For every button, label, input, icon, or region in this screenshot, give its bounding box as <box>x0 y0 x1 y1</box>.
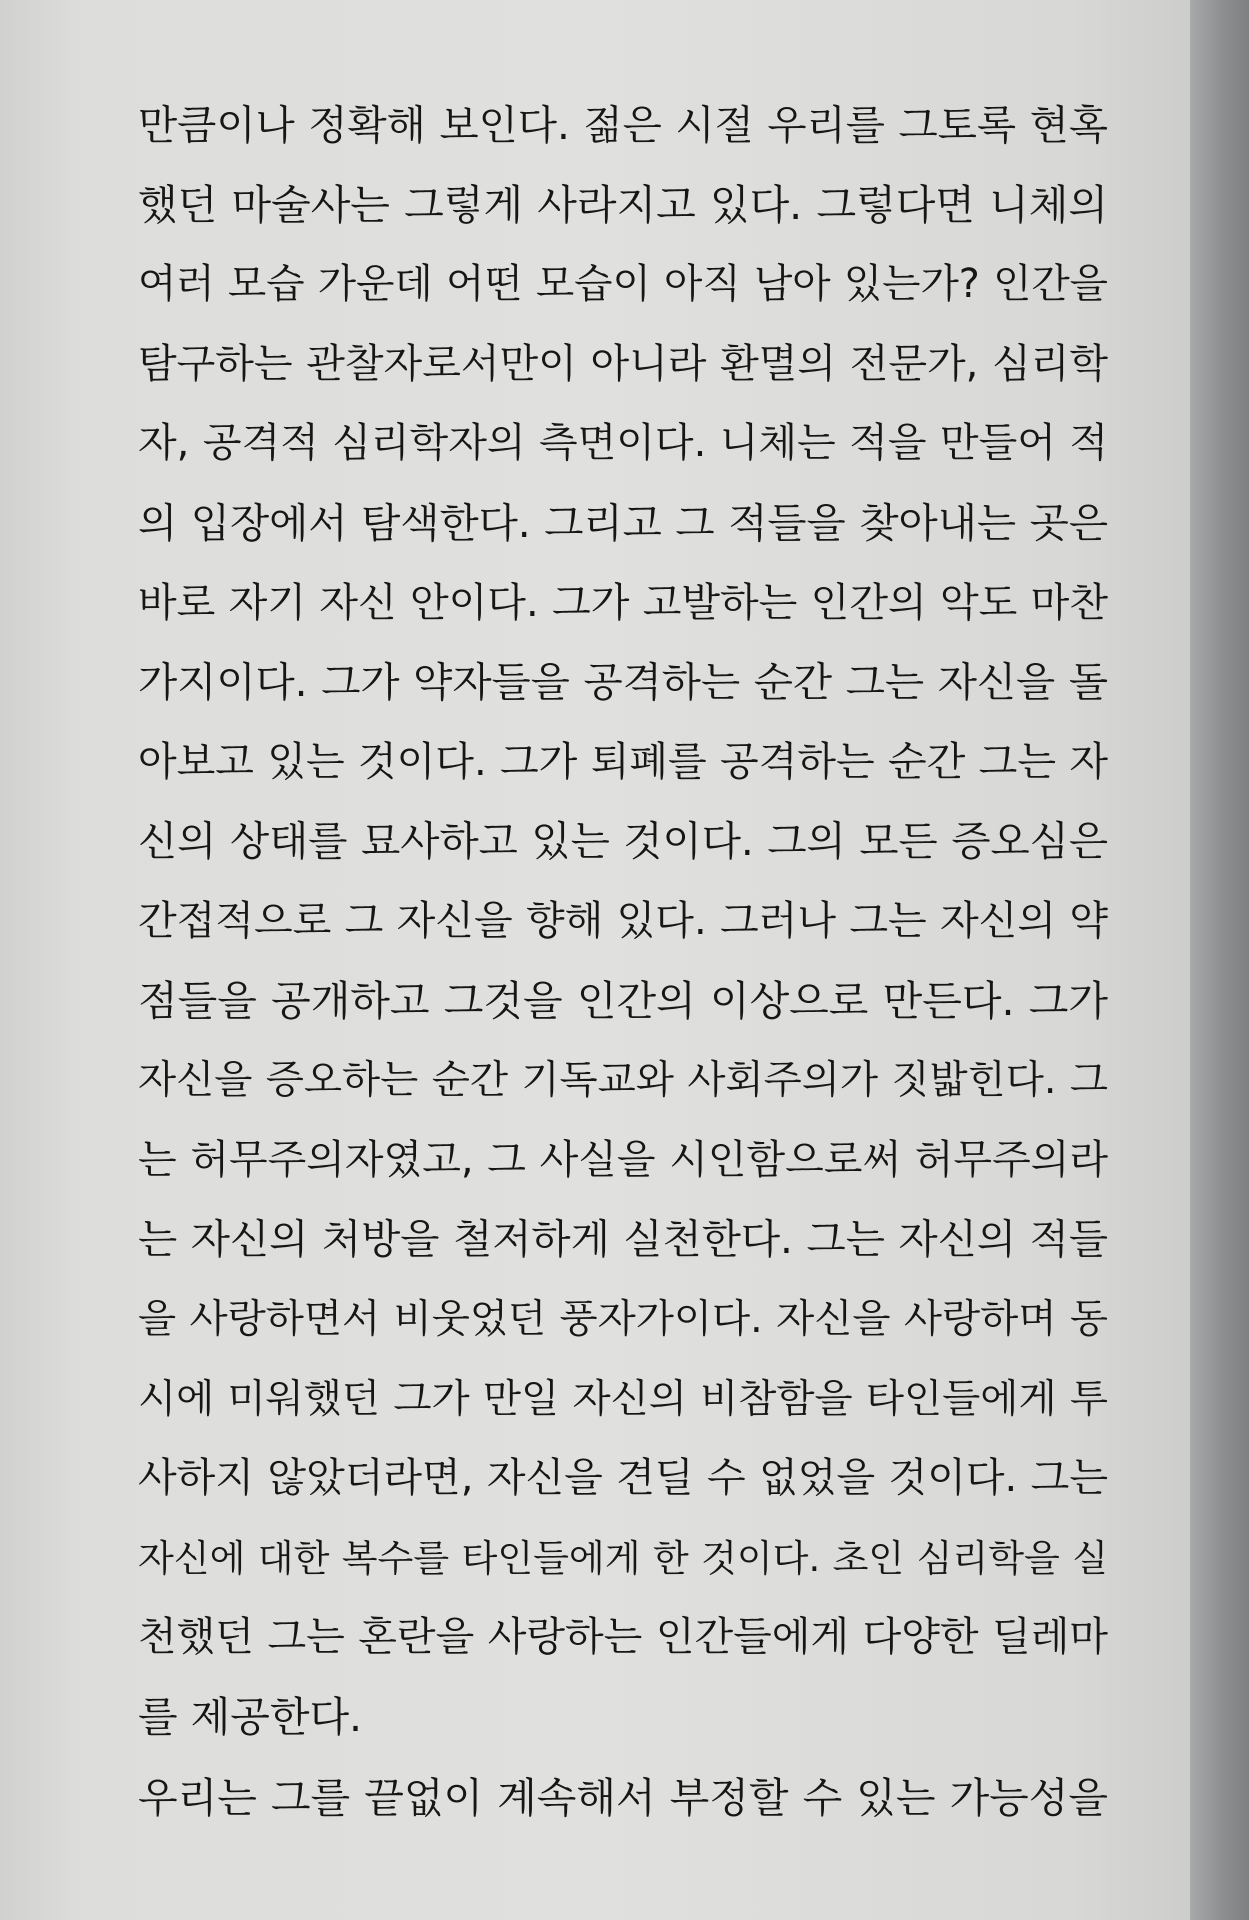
text-line-9: 아보고 있는 것이다. 그가 퇴폐를 공격하는 순간 그는 자 <box>138 738 1108 785</box>
text-line-1: 만큼이나 정확해 보인다. 젊은 시절 우리를 그토록 현혹 <box>138 101 1108 149</box>
text-line-20: 천했던 그는 혼란을 사랑하는 인간들에게 다양한 딜레마 <box>138 1614 1108 1661</box>
text-line-16: 을 사랑하면서 비웃었던 풍자가이다. 자신을 사랑하며 동 <box>138 1295 1108 1342</box>
text-line-7: 바로 자기 자신 안이다. 그가 고발하는 인간의 악도 마찬 <box>138 579 1108 626</box>
text-line-19: 자신에 대한 복수를 타인들에게 한 것이다. 초인 심리학을 실 <box>138 1536 1108 1580</box>
text-line-3: 여러 모습 가운데 어떤 모습이 아직 남아 있는가? 인간을 <box>138 261 1108 308</box>
text-line-18: 사하지 않았더라면, 자신을 견딜 수 없었을 것이다. 그는 <box>138 1455 1108 1502</box>
text-line-17: 시에 미워했던 그가 만일 자신의 비참함을 타인들에게 투 <box>138 1375 1108 1422</box>
text-line-4: 탐구하는 관찰자로서만이 아니라 환멸의 전문가, 심리학 <box>138 340 1108 387</box>
body-text <box>138 86 1108 1839</box>
page-edge-shadow <box>1190 0 1249 1920</box>
text-line-2: 했던 마술사는 그렇게 사라지고 있다. 그렇다면 니체의 <box>138 180 1108 229</box>
text-line-12: 점들을 공개하고 그것을 인간의 이상으로 만든다. 그가 <box>138 976 1108 1025</box>
text-line-10: 신의 상태를 묘사하고 있는 것이다. 그의 모든 증오심은 <box>138 817 1108 866</box>
text-line-11: 간접적으로 그 자신을 향해 있다. 그러나 그는 자신의 약 <box>138 897 1108 944</box>
text-line-15: 는 자신의 처방을 철저하게 실천한다. 그는 자신의 적들 <box>138 1215 1108 1264</box>
text-line-22: 우리는 그를 끝없이 계속해서 부정할 수 있는 가능성을 <box>138 1774 1108 1823</box>
text-line-14: 는 허무주의자였고, 그 사실을 시인함으로써 허무주의라 <box>138 1136 1108 1183</box>
text-line-8: 가지이다. 그가 약자들을 공격하는 순간 그는 자신을 돌 <box>138 658 1108 707</box>
text-line-6: 의 입장에서 탐색한다. 그리고 그 적들을 찾아내는 곳은 <box>138 498 1108 547</box>
text-line-13: 자신을 증오하는 순간 기독교와 사회주의가 짓밟힌다. 그 <box>138 1057 1108 1104</box>
text-line-5: 자, 공격적 심리학자의 측면이다. 니체는 적을 만들어 적 <box>138 420 1108 467</box>
text-line-21: 를 제공한다. <box>138 1692 363 1741</box>
